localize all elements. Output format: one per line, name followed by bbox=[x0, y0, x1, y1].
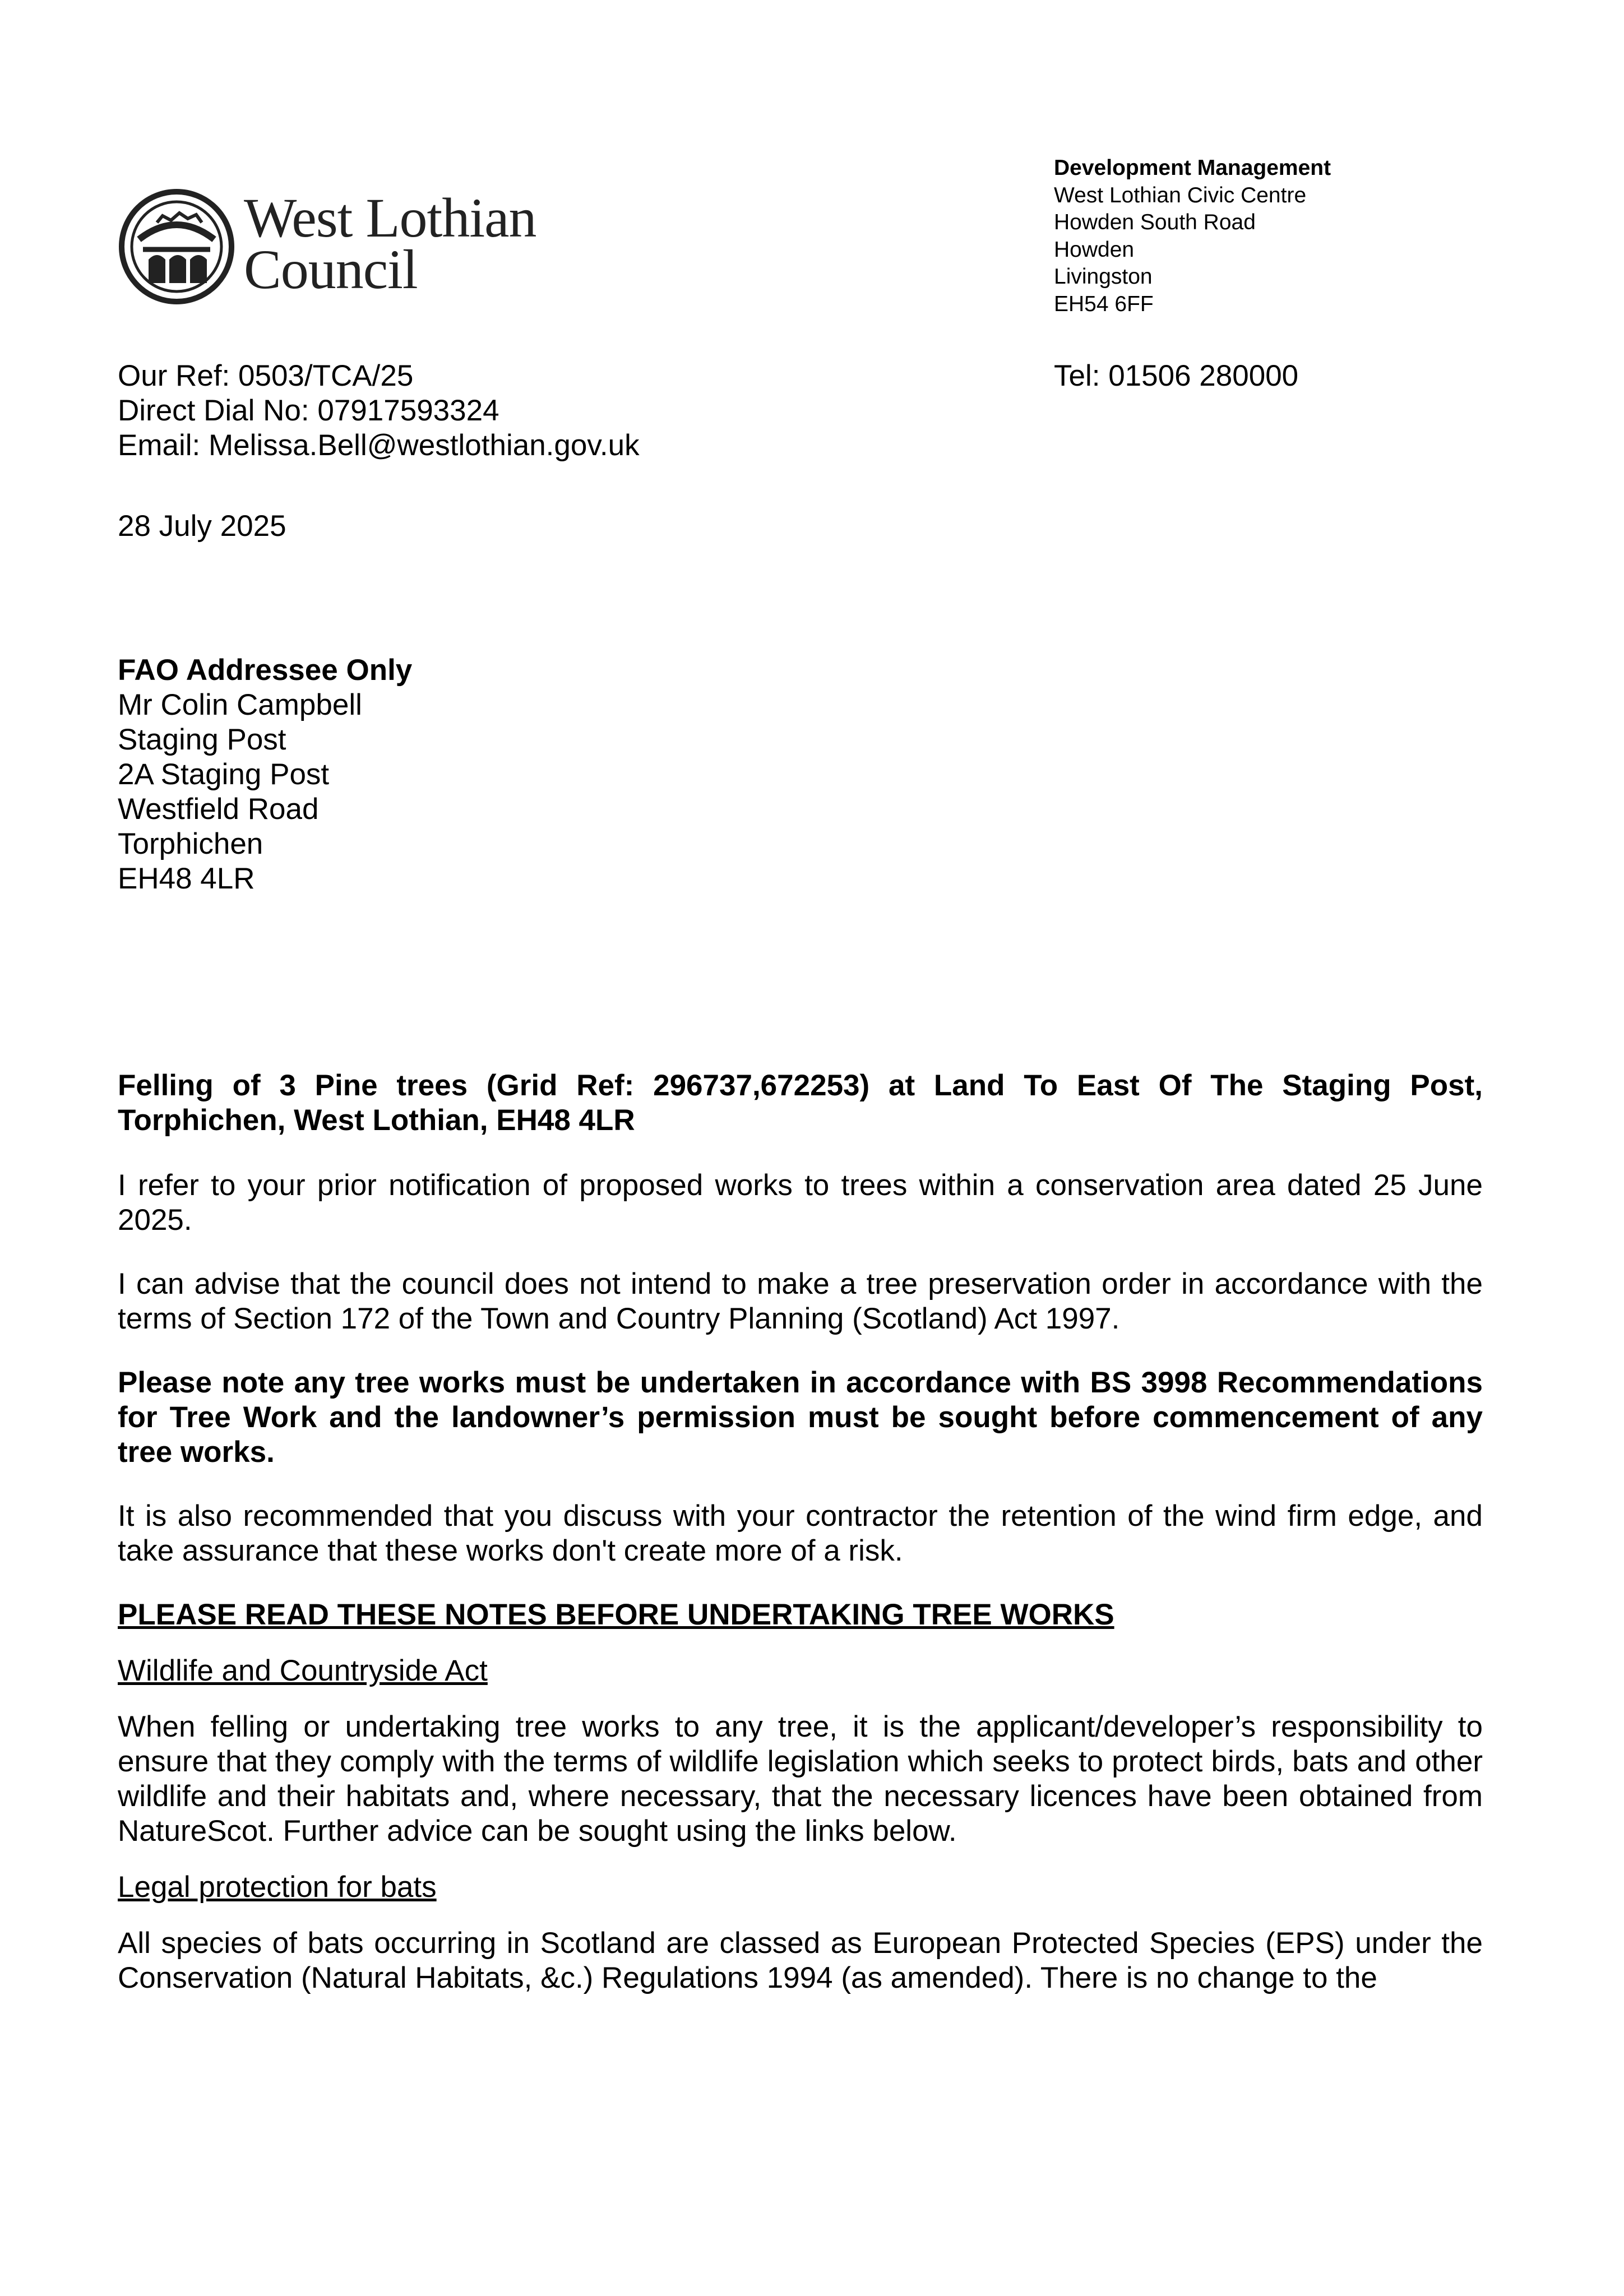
letter-body bbox=[118, 1068, 1483, 1996]
address-line: Livingston bbox=[1054, 265, 1153, 289]
paragraph-contractor-advice: It is also recommended that you discuss with your contractor the retention of the wind firm edge, and take assurance that these works don't create more of a risk. bbox=[118, 1499, 1483, 1567]
recipient-line: Staging Post bbox=[118, 723, 286, 756]
recipient-line: Westfield Road bbox=[118, 793, 319, 826]
wildlife-heading: Wildlife and Countryside Act bbox=[118, 1654, 488, 1687]
notes-heading: PLEASE READ THESE NOTES BEFORE UNDERTAKING TREE WORKS bbox=[118, 1598, 1114, 1631]
sender-address bbox=[1054, 155, 1331, 318]
council-name-line1: West Lothian bbox=[244, 187, 536, 249]
council-name-line2: Council bbox=[244, 238, 418, 300]
fao-line: FAO Addressee Only bbox=[118, 654, 413, 687]
recipient-line: Mr Colin Campbell bbox=[118, 688, 362, 721]
paragraph-bs3998-note: Please note any tree works must be undertaken in accordance with BS 3998 Recommendations for Tree Work and the landowner’s permission must be sought before commencement of any tree works. bbox=[118, 1366, 1483, 1469]
our-reference: Our Ref: 0503/TCA/25 bbox=[118, 359, 414, 392]
email-address: Email: Melissa.Bell@westlothian.gov.uk bbox=[118, 429, 640, 462]
telephone: Tel: 01506 280000 bbox=[1054, 359, 1299, 392]
paragraph-notification: I refer to your prior notification of proposed works to trees within a conservation area dated 25 June 2025. bbox=[118, 1169, 1483, 1237]
department-name: Development Management bbox=[1054, 156, 1331, 180]
bats-heading: Legal protection for bats bbox=[118, 1871, 437, 1904]
recipient-line: 2A Staging Post bbox=[118, 758, 330, 791]
council-logo bbox=[118, 188, 566, 314]
paragraph-tpo-advice: I can advise that the council does not intend to make a tree preservation order in accordance with the terms of Section 172 of the Town and Country Planning (Scotland) Act 1997. bbox=[118, 1267, 1483, 1335]
recipient-address bbox=[118, 653, 412, 896]
direct-dial: Direct Dial No: 07917593324 bbox=[118, 394, 499, 427]
letter-date: 28 July 2025 bbox=[118, 510, 286, 543]
reference-block bbox=[118, 359, 640, 463]
address-line: Howden South Road bbox=[1054, 210, 1256, 234]
paragraph-wildlife: When felling or undertaking tree works to any tree, it is the applicant/developer’s responsibility to ensure that they comply with the terms of wildlife legislation which seeks to protect birds, bats and other wildlife and their habitats and, where necessary, that the necessary licences have been obtained from NatureScot. Further advice can be sought using the links below. bbox=[118, 1710, 1483, 1848]
address-line: West Lothian Civic Centre bbox=[1054, 183, 1307, 207]
address-line: Howden bbox=[1054, 237, 1135, 262]
letter-subject: Felling of 3 Pine trees (Grid Ref: 296737,672253) at Land To East Of The Staging Post, Torphichen, West Lothian, EH48 4LR bbox=[118, 1069, 1483, 1137]
recipient-line: Torphichen bbox=[118, 827, 263, 860]
paragraph-bats: All species of bats occurring in Scotland are classed as European Protected Species (EPS) under the Conservation (Natural Habitats, &c.) Regulations 1994 (as amended). There is no change to the bbox=[118, 1927, 1483, 1994]
council-emblem-icon bbox=[118, 188, 235, 305]
recipient-line: EH48 4LR bbox=[118, 862, 255, 895]
address-line: EH54 6FF bbox=[1054, 291, 1154, 316]
council-wordmark bbox=[244, 187, 536, 300]
